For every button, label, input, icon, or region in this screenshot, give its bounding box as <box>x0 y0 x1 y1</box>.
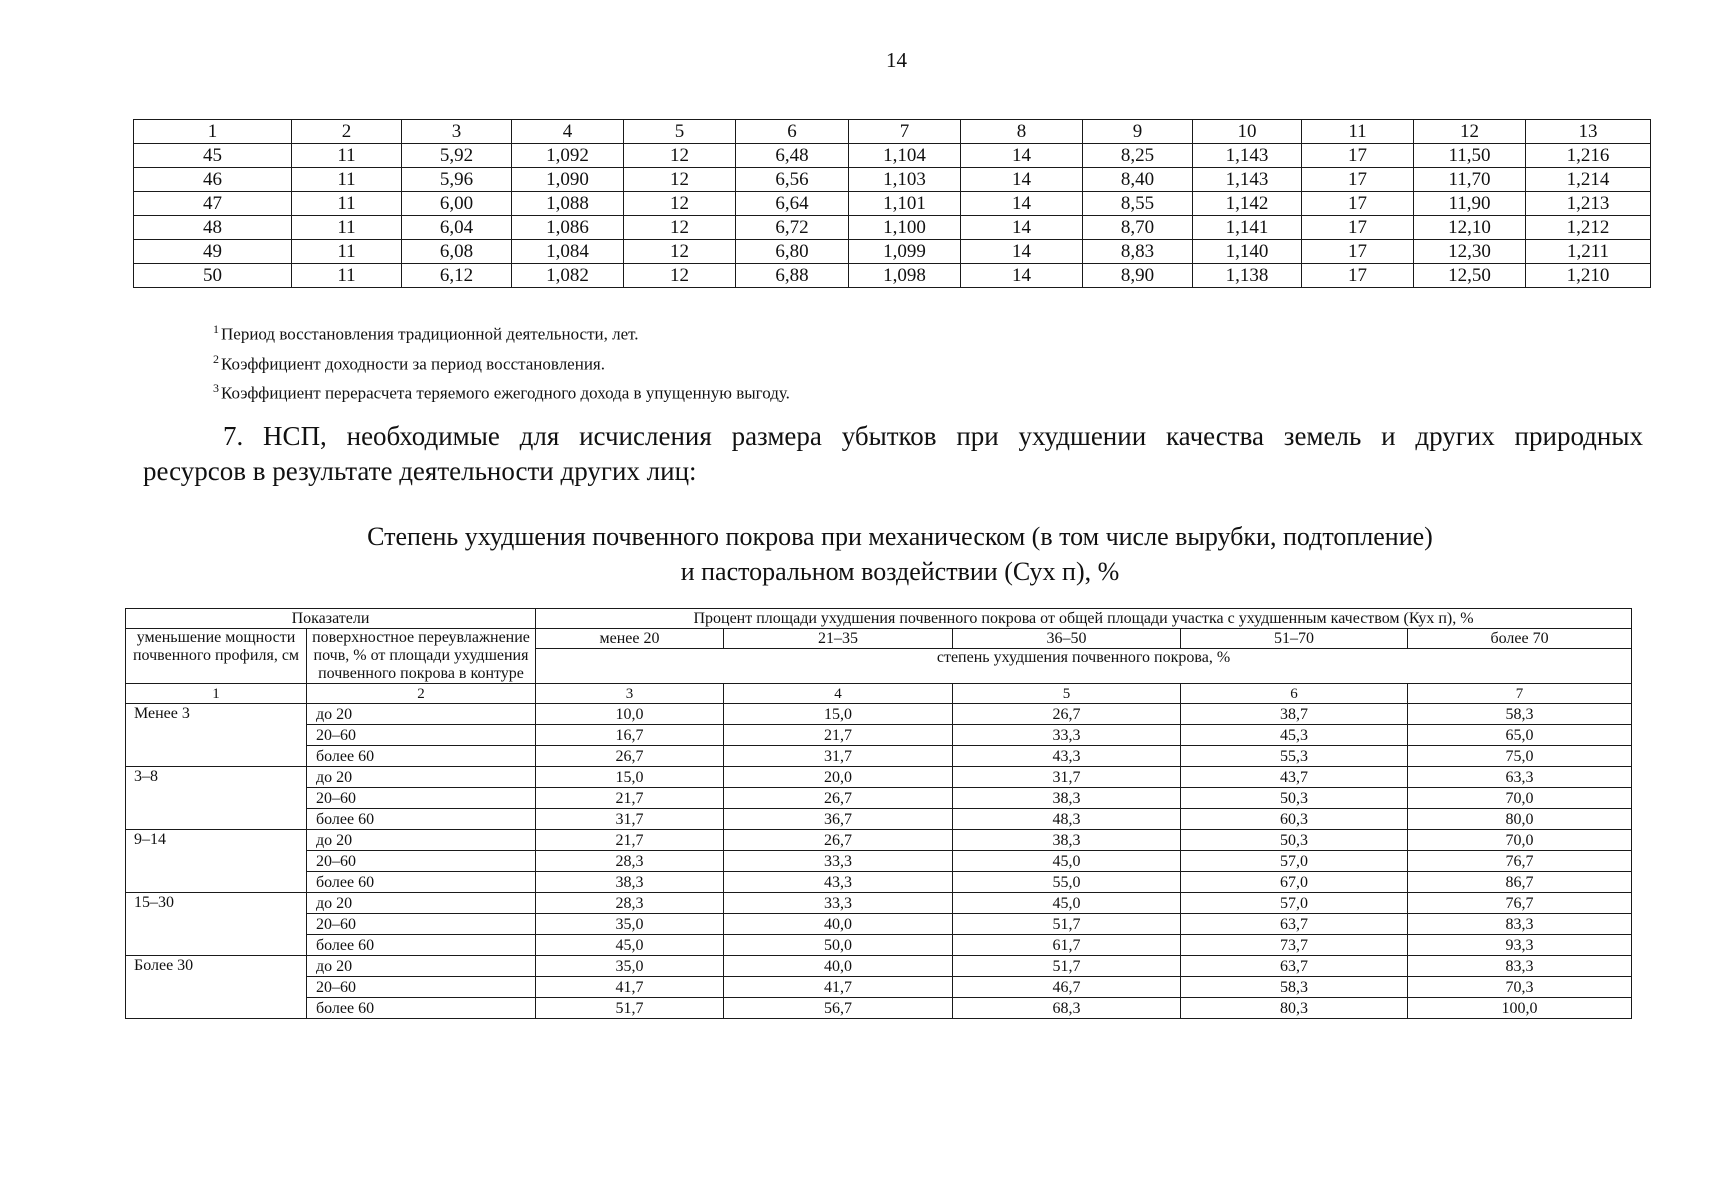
waterlogging-range: более 60 <box>307 809 536 830</box>
table-cell: 11 <box>292 264 402 288</box>
degree-value: 48,3 <box>953 809 1181 830</box>
table-row <box>126 809 1632 830</box>
degree-value: 51,7 <box>953 956 1181 977</box>
page-number: 14 <box>886 48 907 72</box>
degree-value: 93,3 <box>1408 935 1632 956</box>
table-row <box>126 872 1632 893</box>
table-cell: 8,83 <box>1083 240 1193 264</box>
table-cell: 1,214 <box>1526 168 1651 192</box>
table-cell: 1,086 <box>512 216 624 240</box>
degree-value: 36,7 <box>724 809 953 830</box>
table-cell: 6,04 <box>402 216 512 240</box>
degree-value: 41,7 <box>724 977 953 998</box>
degree-value: 50,0 <box>724 935 953 956</box>
degree-value: 80,3 <box>1181 998 1408 1019</box>
table-cell: 6,56 <box>736 168 849 192</box>
degree-value: 70,3 <box>1408 977 1632 998</box>
table-cell: 1,092 <box>512 144 624 168</box>
degree-value: 86,7 <box>1408 872 1632 893</box>
table-cell: 1,104 <box>849 144 961 168</box>
degree-value: 20,0 <box>724 767 953 788</box>
table-cell: 48 <box>134 216 292 240</box>
table-cell: 12 <box>624 216 736 240</box>
degree-value: 60,3 <box>1181 809 1408 830</box>
percent-area-header: Процент площади ухудшения почвенного покрова от общей площади участка с ухудшенным качеством (Кух п), % <box>536 609 1632 629</box>
footnote: $^1$ Период восстановления традиционной деятельности, лет. <box>213 322 639 344</box>
degree-value: 51,7 <box>536 998 724 1019</box>
waterlogging-range: 20–60 <box>307 788 536 809</box>
table-row <box>134 168 1651 192</box>
coefficients-table <box>133 119 1651 288</box>
degree-value: 45,0 <box>953 851 1181 872</box>
profile-reduction-group: Менее 3 <box>126 704 307 767</box>
table-cell: 49 <box>134 240 292 264</box>
table-cell: 1,138 <box>1193 264 1302 288</box>
table-cell: 11,90 <box>1414 192 1526 216</box>
table-row <box>126 830 1632 851</box>
section-heading-line: ресурсов в результате деятельности других лиц: <box>143 456 697 486</box>
degree-value: 33,3 <box>724 893 953 914</box>
table-row <box>126 998 1632 1019</box>
table-cell: 1,098 <box>849 264 961 288</box>
degree-value: 40,0 <box>724 956 953 977</box>
degree-value: 43,3 <box>724 872 953 893</box>
degree-value: 51,7 <box>953 914 1181 935</box>
table-cell: 8,90 <box>1083 264 1193 288</box>
degree-value: 35,0 <box>536 914 724 935</box>
table-cell: 1,101 <box>849 192 961 216</box>
table-cell: 12 <box>1414 120 1526 144</box>
table-cell: 6,08 <box>402 240 512 264</box>
degree-value: 58,3 <box>1181 977 1408 998</box>
column-number: 3 <box>536 684 724 704</box>
waterlogging-range: более 60 <box>307 746 536 767</box>
table-cell: 1,084 <box>512 240 624 264</box>
table-cell: 1,216 <box>1526 144 1651 168</box>
waterlogging-range: более 60 <box>307 998 536 1019</box>
table-cell: 1,103 <box>849 168 961 192</box>
table-cell: 6,72 <box>736 216 849 240</box>
table-cell: 12,50 <box>1414 264 1526 288</box>
waterlogging-range: до 20 <box>307 956 536 977</box>
column-number: 7 <box>1408 684 1632 704</box>
waterlogging-range: 20–60 <box>307 725 536 746</box>
degree-value: 40,0 <box>724 914 953 935</box>
profile-reduction-group: 15–30 <box>126 893 307 956</box>
table-row <box>126 914 1632 935</box>
table-cell: 50 <box>134 264 292 288</box>
degree-value: 10,0 <box>536 704 724 725</box>
table-cell: 3 <box>402 120 512 144</box>
degree-value: 70,0 <box>1408 830 1632 851</box>
range-header: 21–35 <box>724 629 953 649</box>
column-number: 4 <box>724 684 953 704</box>
table-cell: 14 <box>961 144 1083 168</box>
section-heading-line: 7. НСП, необходимые для исчисления размера убытков при ухудшении качества земель и других природных <box>223 421 1643 451</box>
degree-value: 28,3 <box>536 851 724 872</box>
degree-value: 57,0 <box>1181 893 1408 914</box>
waterlogging-header: поверхностное переувлажнение почв, % от площади ухудшения почвенного покрова в контуре <box>307 629 536 684</box>
table-cell: 17 <box>1302 168 1414 192</box>
waterlogging-range: более 60 <box>307 935 536 956</box>
degree-value: 45,0 <box>536 935 724 956</box>
caption-line: и пастоpальном воздействии (Сух п), % <box>680 557 1120 586</box>
table-cell: 17 <box>1302 240 1414 264</box>
table-cell: 9 <box>1083 120 1193 144</box>
degree-value: 45,0 <box>953 893 1181 914</box>
table-cell: 10 <box>1193 120 1302 144</box>
degree-value: 33,3 <box>953 725 1181 746</box>
table-row <box>134 240 1651 264</box>
table-cell: 5,96 <box>402 168 512 192</box>
degree-value: 45,3 <box>1181 725 1408 746</box>
table-cell: 1,141 <box>1193 216 1302 240</box>
footnote: $^2$ Коэффициент доходности за период восстановления. <box>213 351 605 374</box>
degree-value: 31,7 <box>536 809 724 830</box>
degree-value: 50,3 <box>1181 830 1408 851</box>
table-row <box>126 725 1632 746</box>
table-cell: 11 <box>292 240 402 264</box>
degree-value: 43,3 <box>953 746 1181 767</box>
table-row <box>134 216 1651 240</box>
waterlogging-range: до 20 <box>307 704 536 725</box>
table-cell: 11,70 <box>1414 168 1526 192</box>
degree-value: 28,3 <box>536 893 724 914</box>
waterlogging-range: более 60 <box>307 872 536 893</box>
degree-value: 76,7 <box>1408 893 1632 914</box>
table-cell: 8,55 <box>1083 192 1193 216</box>
degree-value: 63,3 <box>1408 767 1632 788</box>
table-cell: 45 <box>134 144 292 168</box>
degree-value: 21,7 <box>536 830 724 851</box>
profile-reduction-header: уменьшение мощности почвенного профиля, см <box>126 629 307 684</box>
degree-value: 15,0 <box>724 704 953 725</box>
table-cell: 14 <box>961 264 1083 288</box>
table-cell: 12 <box>624 240 736 264</box>
section-heading <box>143 419 1643 489</box>
table-cell: 12,30 <box>1414 240 1526 264</box>
degree-value: 55,0 <box>953 872 1181 893</box>
table-cell: 6,80 <box>736 240 849 264</box>
table-cell: 8,25 <box>1083 144 1193 168</box>
degree-value: 26,7 <box>536 746 724 767</box>
table-cell: 1,212 <box>1526 216 1651 240</box>
table-row <box>126 956 1632 977</box>
table-cell: 4 <box>512 120 624 144</box>
table-cell: 6,48 <box>736 144 849 168</box>
degree-value: 58,3 <box>1408 704 1632 725</box>
waterlogging-range: 20–60 <box>307 977 536 998</box>
degree-value: 21,7 <box>536 788 724 809</box>
table-cell: 2 <box>292 120 402 144</box>
table-cell: 14 <box>961 168 1083 192</box>
waterlogging-range: до 20 <box>307 893 536 914</box>
degree-value: 38,3 <box>953 788 1181 809</box>
degree-value: 65,0 <box>1408 725 1632 746</box>
table-cell: 1,100 <box>849 216 961 240</box>
table-cell: 13 <box>1526 120 1651 144</box>
table-cell: 1,088 <box>512 192 624 216</box>
table-cell: 11 <box>292 168 402 192</box>
degree-value: 55,3 <box>1181 746 1408 767</box>
table-row <box>134 192 1651 216</box>
degree-value: 21,7 <box>724 725 953 746</box>
table-cell: 1 <box>134 120 292 144</box>
footnotes <box>213 317 790 406</box>
degree-value: 16,7 <box>536 725 724 746</box>
waterlogging-range: 20–60 <box>307 851 536 872</box>
soil-degradation-table <box>125 608 1632 1019</box>
table-cell: 6,64 <box>736 192 849 216</box>
degree-value: 43,7 <box>1181 767 1408 788</box>
table-row <box>126 851 1632 872</box>
degree-value: 26,7 <box>953 704 1181 725</box>
table-cell: 6,88 <box>736 264 849 288</box>
waterlogging-range: до 20 <box>307 830 536 851</box>
degree-value: 50,3 <box>1181 788 1408 809</box>
waterlogging-range: 20–60 <box>307 914 536 935</box>
range-header: 51–70 <box>1181 629 1408 649</box>
table-cell: 14 <box>961 240 1083 264</box>
degree-value: 80,0 <box>1408 809 1632 830</box>
column-number: 1 <box>126 684 307 704</box>
table-cell: 5,92 <box>402 144 512 168</box>
table-cell: 11 <box>292 144 402 168</box>
range-header: более 70 <box>1408 629 1632 649</box>
table-cell: 11 <box>1302 120 1414 144</box>
table-cell: 14 <box>961 192 1083 216</box>
table-cell: 12 <box>624 144 736 168</box>
table-cell: 46 <box>134 168 292 192</box>
degree-value: 70,0 <box>1408 788 1632 809</box>
table-cell: 17 <box>1302 264 1414 288</box>
table-cell: 8 <box>961 120 1083 144</box>
table-row <box>126 893 1632 914</box>
degree-value: 38,3 <box>953 830 1181 851</box>
degree-value: 31,7 <box>724 746 953 767</box>
degree-value: 26,7 <box>724 788 953 809</box>
degree-value: 46,7 <box>953 977 1181 998</box>
degree-value: 83,3 <box>1408 956 1632 977</box>
degree-value: 26,7 <box>724 830 953 851</box>
table-cell: 1,213 <box>1526 192 1651 216</box>
table-cell: 11 <box>292 192 402 216</box>
table-cell: 1,211 <box>1526 240 1651 264</box>
indicators-header: Показатели <box>126 609 536 629</box>
table-cell: 1,210 <box>1526 264 1651 288</box>
table-row <box>134 264 1651 288</box>
waterlogging-range: до 20 <box>307 767 536 788</box>
degree-value: 73,7 <box>1181 935 1408 956</box>
table-cell: 1,099 <box>849 240 961 264</box>
profile-reduction-group: 3–8 <box>126 767 307 830</box>
table-cell: 5 <box>624 120 736 144</box>
header-row <box>134 120 1651 144</box>
degree-value: 100,0 <box>1408 998 1632 1019</box>
table-row <box>126 935 1632 956</box>
degree-value: 35,0 <box>536 956 724 977</box>
degree-value: 67,0 <box>1181 872 1408 893</box>
degree-value: 31,7 <box>953 767 1181 788</box>
table-row <box>126 977 1632 998</box>
table-row <box>126 704 1632 725</box>
table-cell: 1,090 <box>512 168 624 192</box>
table-cell: 1,082 <box>512 264 624 288</box>
table-cell: 17 <box>1302 216 1414 240</box>
table-row <box>134 144 1651 168</box>
degree-value: 68,3 <box>953 998 1181 1019</box>
table-cell: 47 <box>134 192 292 216</box>
degree-value: 38,7 <box>1181 704 1408 725</box>
degree-value: 41,7 <box>536 977 724 998</box>
degree-value: 75,0 <box>1408 746 1632 767</box>
table-cell: 12,10 <box>1414 216 1526 240</box>
table-cell: 7 <box>849 120 961 144</box>
range-header: 36–50 <box>953 629 1181 649</box>
degree-value: 83,3 <box>1408 914 1632 935</box>
table-cell: 1,143 <box>1193 168 1302 192</box>
degree-value: 38,3 <box>536 872 724 893</box>
table-cell: 17 <box>1302 144 1414 168</box>
table-caption <box>150 519 1650 589</box>
degree-value: 56,7 <box>724 998 953 1019</box>
table-cell: 6,12 <box>402 264 512 288</box>
table-cell: 1,140 <box>1193 240 1302 264</box>
profile-reduction-group: 9–14 <box>126 830 307 893</box>
table-row <box>126 746 1632 767</box>
table-cell: 1,143 <box>1193 144 1302 168</box>
degree-value: 61,7 <box>953 935 1181 956</box>
degree-value: 76,7 <box>1408 851 1632 872</box>
table-cell: 12 <box>624 168 736 192</box>
column-number: 6 <box>1181 684 1408 704</box>
degree-value: 15,0 <box>536 767 724 788</box>
table-cell: 11 <box>292 216 402 240</box>
table-cell: 8,70 <box>1083 216 1193 240</box>
table-row <box>126 767 1632 788</box>
table-cell: 11,50 <box>1414 144 1526 168</box>
table-cell: 17 <box>1302 192 1414 216</box>
table-cell: 12 <box>624 264 736 288</box>
footnote: $^3$ Коэффициент перерасчета теряемого ежегодного дохода в упущенную выгоду. <box>213 381 790 403</box>
table-cell: 1,142 <box>1193 192 1302 216</box>
table-cell: 8,40 <box>1083 168 1193 192</box>
degradation-degree-header: степень ухудшения почвенного покрова, % <box>536 649 1632 684</box>
column-number: 5 <box>953 684 1181 704</box>
table-cell: 6,00 <box>402 192 512 216</box>
degree-value: 63,7 <box>1181 956 1408 977</box>
table-cell: 6 <box>736 120 849 144</box>
table-row <box>126 788 1632 809</box>
caption-line: Степень ухудшения почвенного покрова при механическом (в том числе вырубки, подтопление) <box>367 522 1433 551</box>
profile-reduction-group: Более 30 <box>126 956 307 1019</box>
range-header: менее 20 <box>536 629 724 649</box>
table-cell: 12 <box>624 192 736 216</box>
degree-value: 63,7 <box>1181 914 1408 935</box>
column-number: 2 <box>307 684 536 704</box>
degree-value: 33,3 <box>724 851 953 872</box>
table-cell: 14 <box>961 216 1083 240</box>
degree-value: 57,0 <box>1181 851 1408 872</box>
